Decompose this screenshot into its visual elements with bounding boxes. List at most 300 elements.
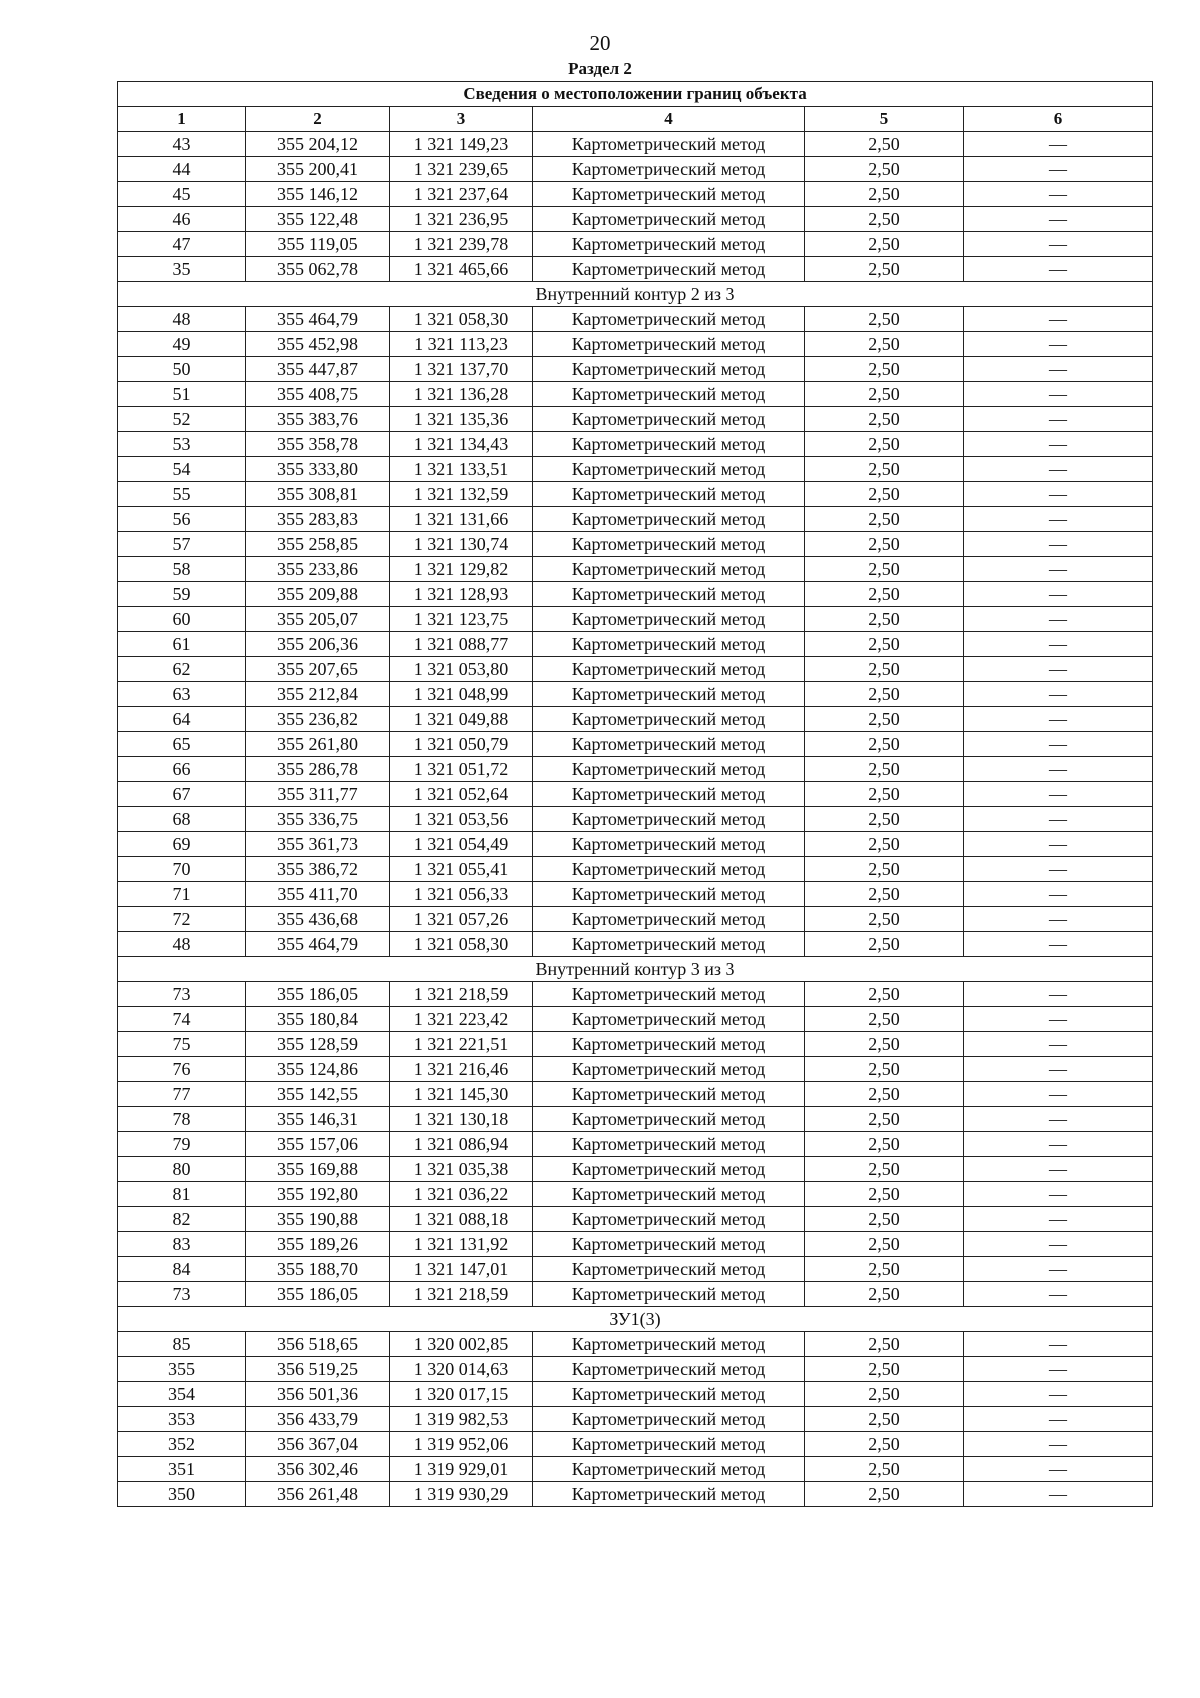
note-cell: — [964,782,1153,807]
y-coordinate-cell: 1 321 049,88 [390,707,533,732]
note-cell: — [964,207,1153,232]
point-number-cell: 71 [118,882,246,907]
point-number-cell: 72 [118,907,246,932]
table-row [118,932,1153,957]
note-cell: — [964,1282,1153,1307]
x-coordinate-cell: 356 501,36 [246,1382,390,1407]
table-row [118,157,1153,182]
x-coordinate-cell: 355 311,77 [246,782,390,807]
method-cell: Картометрический метод [533,457,805,482]
method-cell: Картометрический метод [533,807,805,832]
method-cell: Картометрический метод [533,1107,805,1132]
note-cell: — [964,1157,1153,1182]
accuracy-cell: 2,50 [805,382,964,407]
y-coordinate-cell: 1 321 048,99 [390,682,533,707]
note-cell: — [964,1032,1153,1057]
note-cell: — [964,157,1153,182]
x-coordinate-cell: 355 186,05 [246,982,390,1007]
x-coordinate-cell: 356 367,04 [246,1432,390,1457]
y-coordinate-cell: 1 321 088,77 [390,632,533,657]
y-coordinate-cell: 1 321 058,30 [390,307,533,332]
method-cell: Картометрический метод [533,1032,805,1057]
x-coordinate-cell: 355 411,70 [246,882,390,907]
point-number-cell: 351 [118,1457,246,1482]
method-cell: Картометрический метод [533,182,805,207]
contour-label: Внутренний контур 3 из 3 [118,957,1153,982]
point-number-cell: 61 [118,632,246,657]
x-coordinate-cell: 356 433,79 [246,1407,390,1432]
accuracy-cell: 2,50 [805,632,964,657]
table-row [118,1107,1153,1132]
accuracy-cell: 2,50 [805,607,964,632]
accuracy-cell: 2,50 [805,407,964,432]
x-coordinate-cell: 355 464,79 [246,307,390,332]
accuracy-cell: 2,50 [805,807,964,832]
x-coordinate-cell: 355 190,88 [246,1207,390,1232]
method-cell: Картометрический метод [533,1057,805,1082]
accuracy-cell: 2,50 [805,1332,964,1357]
table-row [118,332,1153,357]
method-cell: Картометрический метод [533,632,805,657]
x-coordinate-cell: 355 283,83 [246,507,390,532]
point-number-cell: 65 [118,732,246,757]
table-row [118,1157,1153,1182]
y-coordinate-cell: 1 321 088,18 [390,1207,533,1232]
table-row [118,1232,1153,1257]
accuracy-cell: 2,50 [805,1157,964,1182]
column-header-4: 4 [533,107,805,132]
y-coordinate-cell: 1 321 239,78 [390,232,533,257]
x-coordinate-cell: 356 518,65 [246,1332,390,1357]
y-coordinate-cell: 1 321 218,59 [390,1282,533,1307]
point-number-cell: 63 [118,682,246,707]
coordinates-table [117,81,1153,1507]
point-number-cell: 75 [118,1032,246,1057]
page-number: 20 [589,31,611,55]
method-cell: Картометрический метод [533,332,805,357]
x-coordinate-cell: 355 204,12 [246,132,390,157]
accuracy-cell: 2,50 [805,1257,964,1282]
accuracy-cell: 2,50 [805,332,964,357]
accuracy-cell: 2,50 [805,1182,964,1207]
x-coordinate-cell: 355 383,76 [246,407,390,432]
table-row [118,807,1153,832]
method-cell: Картометрический метод [533,1232,805,1257]
accuracy-cell: 2,50 [805,1432,964,1457]
method-cell: Картометрический метод [533,482,805,507]
point-number-cell: 64 [118,707,246,732]
note-cell: — [964,607,1153,632]
table-row [118,1257,1153,1282]
accuracy-cell: 2,50 [805,132,964,157]
accuracy-cell: 2,50 [805,782,964,807]
method-cell: Картометрический метод [533,1332,805,1357]
y-coordinate-cell: 1 321 137,70 [390,357,533,382]
point-number-cell: 49 [118,332,246,357]
y-coordinate-cell: 1 321 145,30 [390,1082,533,1107]
note-cell: — [964,1107,1153,1132]
note-cell: — [964,1007,1153,1032]
method-cell: Картометрический метод [533,607,805,632]
y-coordinate-cell: 1 321 136,28 [390,382,533,407]
table-row [118,1482,1153,1507]
note-cell: — [964,307,1153,332]
y-coordinate-cell: 1 321 086,94 [390,1132,533,1157]
point-number-cell: 73 [118,982,246,1007]
y-coordinate-cell: 1 321 216,46 [390,1057,533,1082]
accuracy-cell: 2,50 [805,1357,964,1382]
point-number-cell: 62 [118,657,246,682]
x-coordinate-cell: 355 212,84 [246,682,390,707]
y-coordinate-cell: 1 321 053,80 [390,657,533,682]
y-coordinate-cell: 1 319 930,29 [390,1482,533,1507]
column-header-5: 5 [805,107,964,132]
point-number-cell: 69 [118,832,246,857]
note-cell: — [964,1482,1153,1507]
y-coordinate-cell: 1 319 982,53 [390,1407,533,1432]
note-cell: — [964,707,1153,732]
accuracy-cell: 2,50 [805,582,964,607]
method-cell: Картометрический метод [533,1132,805,1157]
accuracy-cell: 2,50 [805,832,964,857]
x-coordinate-cell: 355 146,31 [246,1107,390,1132]
note-cell: — [964,1382,1153,1407]
note-cell: — [964,807,1153,832]
x-coordinate-cell: 355 209,88 [246,582,390,607]
note-cell: — [964,232,1153,257]
point-number-cell: 54 [118,457,246,482]
point-number-cell: 350 [118,1482,246,1507]
table-row [118,682,1153,707]
point-number-cell: 66 [118,757,246,782]
x-coordinate-cell: 355 062,78 [246,257,390,282]
accuracy-cell: 2,50 [805,932,964,957]
table-row [118,1057,1153,1082]
table-row [118,557,1153,582]
accuracy-cell: 2,50 [805,507,964,532]
accuracy-cell: 2,50 [805,1407,964,1432]
table-row [118,1207,1153,1232]
x-coordinate-cell: 355 336,75 [246,807,390,832]
point-number-cell: 83 [118,1232,246,1257]
x-coordinate-cell: 355 464,79 [246,932,390,957]
x-coordinate-cell: 355 452,98 [246,332,390,357]
method-cell: Картометрический метод [533,657,805,682]
contour-label-row [118,282,1153,307]
x-coordinate-cell: 355 447,87 [246,357,390,382]
method-cell: Картометрический метод [533,207,805,232]
point-number-cell: 355 [118,1357,246,1382]
y-coordinate-cell: 1 321 132,59 [390,482,533,507]
note-cell: — [964,632,1153,657]
x-coordinate-cell: 355 386,72 [246,857,390,882]
accuracy-cell: 2,50 [805,1482,964,1507]
accuracy-cell: 2,50 [805,707,964,732]
point-number-cell: 354 [118,1382,246,1407]
table-body [118,132,1153,1507]
accuracy-cell: 2,50 [805,532,964,557]
column-header-1: 1 [118,107,246,132]
x-coordinate-cell: 355 169,88 [246,1157,390,1182]
method-cell: Картометрический метод [533,682,805,707]
accuracy-cell: 2,50 [805,457,964,482]
point-number-cell: 44 [118,157,246,182]
note-cell: — [964,857,1153,882]
y-coordinate-cell: 1 321 149,23 [390,132,533,157]
y-coordinate-cell: 1 321 237,64 [390,182,533,207]
table-row [118,307,1153,332]
accuracy-cell: 2,50 [805,482,964,507]
accuracy-cell: 2,50 [805,1457,964,1482]
x-coordinate-cell: 356 261,48 [246,1482,390,1507]
table-row [118,582,1153,607]
note-cell: — [964,1057,1153,1082]
method-cell: Картометрический метод [533,1432,805,1457]
point-number-cell: 52 [118,407,246,432]
point-number-cell: 43 [118,132,246,157]
accuracy-cell: 2,50 [805,432,964,457]
table-row [118,1007,1153,1032]
y-coordinate-cell: 1 320 014,63 [390,1357,533,1382]
method-cell: Картометрический метод [533,532,805,557]
method-cell: Картометрический метод [533,757,805,782]
table-row [118,707,1153,732]
method-cell: Картометрический метод [533,1357,805,1382]
method-cell: Картометрический метод [533,557,805,582]
accuracy-cell: 2,50 [805,907,964,932]
note-cell: — [964,407,1153,432]
y-coordinate-cell: 1 321 054,49 [390,832,533,857]
point-number-cell: 48 [118,932,246,957]
note-cell: — [964,432,1153,457]
point-number-cell: 58 [118,557,246,582]
x-coordinate-cell: 355 236,82 [246,707,390,732]
x-coordinate-cell: 355 146,12 [246,182,390,207]
table-row [118,232,1153,257]
table-row [118,257,1153,282]
method-cell: Картометрический метод [533,407,805,432]
y-coordinate-cell: 1 321 130,74 [390,532,533,557]
contour-label-row [118,1307,1153,1332]
note-cell: — [964,832,1153,857]
point-number-cell: 73 [118,1282,246,1307]
y-coordinate-cell: 1 319 952,06 [390,1432,533,1457]
note-cell: — [964,257,1153,282]
y-coordinate-cell: 1 321 058,30 [390,932,533,957]
table-row [118,982,1153,1007]
x-coordinate-cell: 355 205,07 [246,607,390,632]
y-coordinate-cell: 1 319 929,01 [390,1457,533,1482]
x-coordinate-cell: 356 302,46 [246,1457,390,1482]
x-coordinate-cell: 355 358,78 [246,432,390,457]
method-cell: Картометрический метод [533,1007,805,1032]
table-row [118,532,1153,557]
accuracy-cell: 2,50 [805,732,964,757]
table-row [118,182,1153,207]
point-number-cell: 68 [118,807,246,832]
accuracy-cell: 2,50 [805,1132,964,1157]
x-coordinate-cell: 355 258,85 [246,532,390,557]
table-row [118,1332,1153,1357]
table-row [118,132,1153,157]
note-cell: — [964,1257,1153,1282]
y-coordinate-cell: 1 321 050,79 [390,732,533,757]
point-number-cell: 76 [118,1057,246,1082]
point-number-cell: 60 [118,607,246,632]
accuracy-cell: 2,50 [805,882,964,907]
x-coordinate-cell: 355 186,05 [246,1282,390,1307]
contour-label: Внутренний контур 2 из 3 [118,282,1153,307]
table-row [118,907,1153,932]
x-coordinate-cell: 355 233,86 [246,557,390,582]
method-cell: Картометрический метод [533,1382,805,1407]
y-coordinate-cell: 1 321 057,26 [390,907,533,932]
method-cell: Картометрический метод [533,307,805,332]
point-number-cell: 46 [118,207,246,232]
accuracy-cell: 2,50 [805,1232,964,1257]
note-cell: — [964,1182,1153,1207]
y-coordinate-cell: 1 321 221,51 [390,1032,533,1057]
x-coordinate-cell: 355 408,75 [246,382,390,407]
x-coordinate-cell: 355 119,05 [246,232,390,257]
x-coordinate-cell: 355 189,26 [246,1232,390,1257]
column-header-2: 2 [246,107,390,132]
point-number-cell: 352 [118,1432,246,1457]
table-row [118,507,1153,532]
method-cell: Картометрический метод [533,582,805,607]
x-coordinate-cell: 356 519,25 [246,1357,390,1382]
contour-label-row [118,957,1153,982]
accuracy-cell: 2,50 [805,1032,964,1057]
point-number-cell: 79 [118,1132,246,1157]
note-cell: — [964,1357,1153,1382]
section-title: Раздел 2 [568,59,632,78]
x-coordinate-cell: 355 207,65 [246,657,390,682]
table-row [118,1132,1153,1157]
y-coordinate-cell: 1 321 465,66 [390,257,533,282]
note-cell: — [964,1082,1153,1107]
point-number-cell: 48 [118,307,246,332]
x-coordinate-cell: 355 122,48 [246,207,390,232]
note-cell: — [964,507,1153,532]
method-cell: Картометрический метод [533,782,805,807]
accuracy-cell: 2,50 [805,257,964,282]
table-row [118,1382,1153,1407]
method-cell: Картометрический метод [533,1282,805,1307]
y-coordinate-cell: 1 321 128,93 [390,582,533,607]
x-coordinate-cell: 355 128,59 [246,1032,390,1057]
table-head [118,82,1153,132]
note-cell: — [964,757,1153,782]
y-coordinate-cell: 1 321 035,38 [390,1157,533,1182]
accuracy-cell: 2,50 [805,982,964,1007]
method-cell: Картометрический метод [533,432,805,457]
y-coordinate-cell: 1 321 055,41 [390,857,533,882]
point-number-cell: 53 [118,432,246,457]
table-row [118,857,1153,882]
method-cell: Картометрический метод [533,382,805,407]
y-coordinate-cell: 1 321 133,51 [390,457,533,482]
note-cell: — [964,357,1153,382]
accuracy-cell: 2,50 [805,182,964,207]
y-coordinate-cell: 1 321 135,36 [390,407,533,432]
note-cell: — [964,1207,1153,1232]
x-coordinate-cell: 355 286,78 [246,757,390,782]
column-header-6: 6 [964,107,1153,132]
y-coordinate-cell: 1 321 052,64 [390,782,533,807]
y-coordinate-cell: 1 321 218,59 [390,982,533,1007]
x-coordinate-cell: 355 157,06 [246,1132,390,1157]
note-cell: — [964,882,1153,907]
accuracy-cell: 2,50 [805,157,964,182]
method-cell: Картометрический метод [533,857,805,882]
point-number-cell: 55 [118,482,246,507]
accuracy-cell: 2,50 [805,1007,964,1032]
x-coordinate-cell: 355 192,80 [246,1182,390,1207]
method-cell: Картометрический метод [533,257,805,282]
method-cell: Картометрический метод [533,1082,805,1107]
column-header-row [118,107,1153,132]
accuracy-cell: 2,50 [805,1282,964,1307]
x-coordinate-cell: 355 308,81 [246,482,390,507]
accuracy-cell: 2,50 [805,557,964,582]
method-cell: Картометрический метод [533,907,805,932]
accuracy-cell: 2,50 [805,357,964,382]
note-cell: — [964,1232,1153,1257]
note-cell: — [964,1332,1153,1357]
y-coordinate-cell: 1 321 129,82 [390,557,533,582]
method-cell: Картометрический метод [533,232,805,257]
note-cell: — [964,932,1153,957]
table-row [118,1357,1153,1382]
accuracy-cell: 2,50 [805,1082,964,1107]
method-cell: Картометрический метод [533,157,805,182]
note-cell: — [964,907,1153,932]
y-coordinate-cell: 1 321 113,23 [390,332,533,357]
table-row [118,1182,1153,1207]
table-row [118,1032,1153,1057]
point-number-cell: 45 [118,182,246,207]
table-row [118,482,1153,507]
x-coordinate-cell: 355 180,84 [246,1007,390,1032]
x-coordinate-cell: 355 142,55 [246,1082,390,1107]
point-number-cell: 67 [118,782,246,807]
method-cell: Картометрический метод [533,1157,805,1182]
x-coordinate-cell: 355 124,86 [246,1057,390,1082]
table-row [118,207,1153,232]
note-cell: — [964,532,1153,557]
note-cell: — [964,1432,1153,1457]
y-coordinate-cell: 1 321 123,75 [390,607,533,632]
accuracy-cell: 2,50 [805,1382,964,1407]
accuracy-cell: 2,50 [805,757,964,782]
note-cell: — [964,132,1153,157]
point-number-cell: 35 [118,257,246,282]
y-coordinate-cell: 1 321 130,18 [390,1107,533,1132]
y-coordinate-cell: 1 321 239,65 [390,157,533,182]
y-coordinate-cell: 1 320 017,15 [390,1382,533,1407]
method-cell: Картометрический метод [533,932,805,957]
point-number-cell: 50 [118,357,246,382]
point-number-cell: 74 [118,1007,246,1032]
note-cell: — [964,1457,1153,1482]
accuracy-cell: 2,50 [805,1207,964,1232]
note-cell: — [964,1132,1153,1157]
table-row [118,357,1153,382]
contour-label: ЗУ1(3) [118,1307,1153,1332]
column-header-3: 3 [390,107,533,132]
table-row [118,432,1153,457]
